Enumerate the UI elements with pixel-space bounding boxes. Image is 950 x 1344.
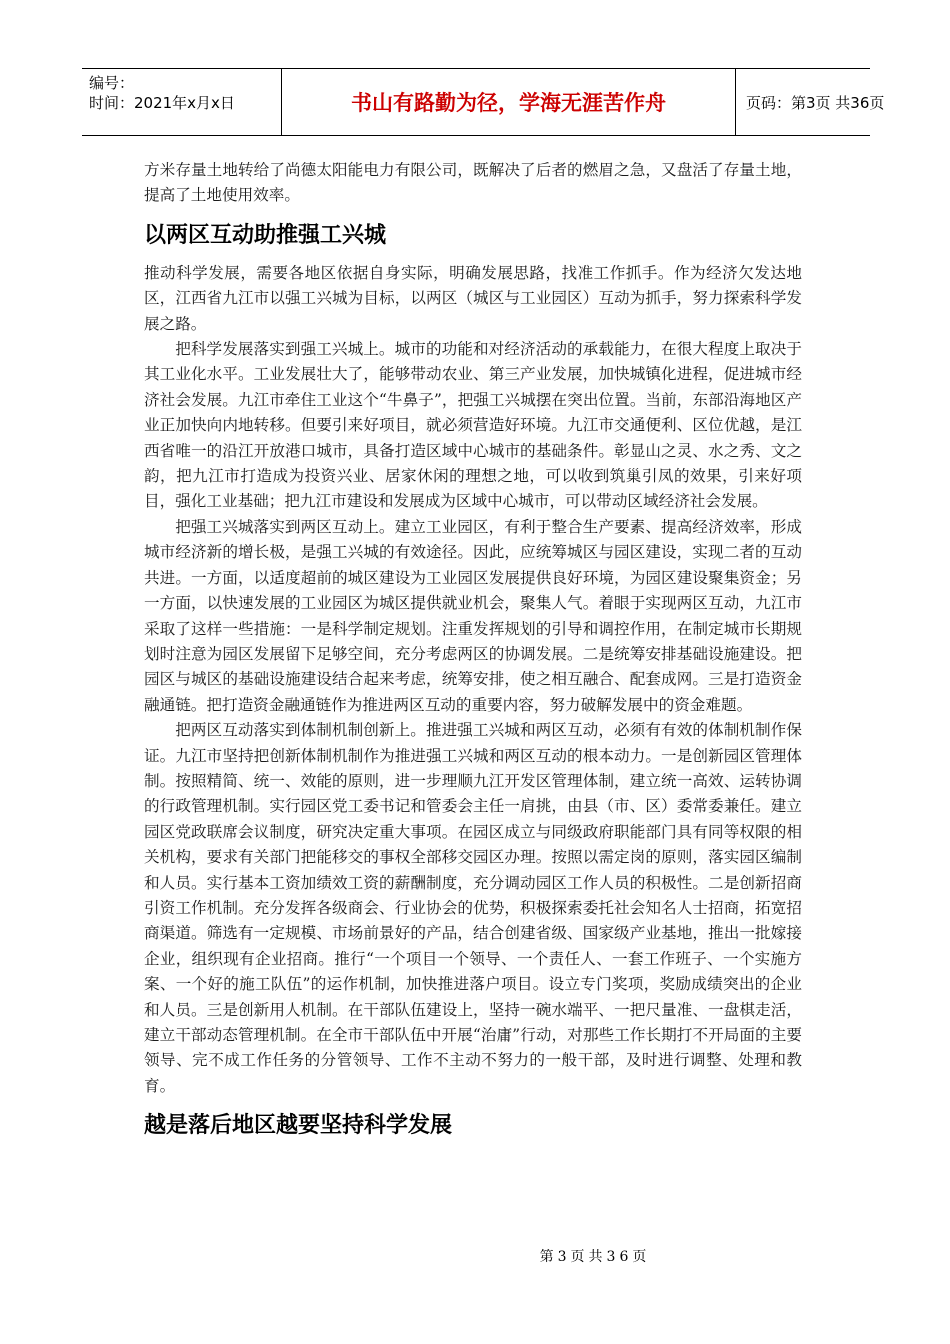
page-header xyxy=(82,68,885,136)
paragraph: 把科学发展落实到强工兴城上。城市的功能和对经济活动的承载能力，在很大程度上取决于其工业化水平。工业发展壮大了，能够带动农业、第三产业发展，加快城镇化进程，促进城市经济社会发展。九江市牵住工业这个“牛鼻子”，把强工兴城摆在突出位置。当前，东部沿海地区产业正加快向内地转移。但要引来好项目，就必须营造好环境。九江市交通便利、区位优越，是江西省唯一的沿江开放港口城市，具备打造区域中心城市的基础条件。彰显山之灵、水之秀、文之韵，把九江市打造成为投资兴业、居家休闲的理想之地，可以收到筑巢引凤的效果，引来好项目，强化工业基础；把九江市建设和发展成为区域中心城市，可以带动区域经济社会发展。 xyxy=(144,340,802,511)
document-time-label: 时间：2021年x月x日 xyxy=(89,94,235,112)
page-footer: 第3页共36页 xyxy=(539,1249,651,1265)
header-motto: 书山有路勤为径，学海无涯苦作舟 xyxy=(282,69,736,135)
header-page-label: 页码：第3页 共36页 xyxy=(746,93,885,112)
paragraph: 把强工兴城落实到两区互动上。建立工业园区，有利于整合生产要素、提高经济效率，形成城市经济新的增长极，是强工兴城的有效途径。因此，应统筹城区与园区建设，实现二者的互动共进。一方面，以适度超前的城区建设为工业园区发展提供良好环境，为园区建设聚集资金；另一方面，以快速发展的工业园区为城区提供就业机会，聚集人气。着眼于实现两区互动，九江市采取了这样一些措施：一是科学制定规划。注重发挥规划的引导和调控作用，在制定城市长期规划时注意为园区发展留下足够空间，充分考虑两区的协调发展。二是统筹安排基础设施建设。把园区与城区的基础设施建设结合起来考虑，统筹安排，使之相互融合、配套成网。三是打造资金融通链。把打造资金融通链作为推进两区互动的重要内容，努力破解发展中的资金难题。 xyxy=(144,517,802,714)
section-heading: 越是落后地区越要坚持科学发展 xyxy=(144,1113,453,1139)
paragraph: 推动科学发展，需要各地区依据自身实际，明确发展思路，找准工作抓手。作为经济欠发达地区，江西省九江市以强工兴城为目标，以两区（城区与工业园区）互动为抓手，努力探索科学发展之路。 xyxy=(144,263,802,333)
document-number-label: 编号： xyxy=(89,74,135,92)
document-body xyxy=(144,158,802,1151)
section-heading: 以两区互动助推强工兴城 xyxy=(144,222,387,248)
paragraph-continued: 方米存量土地转给了尚德太阳能电力有限公司，既解决了后者的燃眉之急，又盘活了存量土地，提高了土地使用效率。 xyxy=(144,161,802,205)
paragraph: 把两区互动落实到体制机制创新上。推进强工兴城和两区互动，必须有有效的体制机制作保证。九江市坚持把创新体制机制作为推进强工兴城和两区互动的根本动力。一是创新园区管理体制。按照精简、统一、效能的原则，进一步理顺九江开发区管理体制，建立统一高效、运转协调的行政管理机制。实行园区党工委书记和管委会主任一肩挑，由县（市、区）委常委兼任。建立园区党政联席会议制度，研究决定重大事项。在园区成立与同级政府职能部门具有同等权限的相关机构，要求有关部门把能移交的事权全部移交园区办理。按照以需定岗的原则，落实园区编制和人员。实行基本工资加绩效工资的薪酬制度，充分调动园区工作人员的积极性。二是创新招商引资工作机制。充分发挥各级商会、行业协会的优势，积极探索委托社会知名人士招商，拓宽招商渠道。筛选有一定规模、市场前景好的产品，结合创建省级、国家级产业基地，推出一批嫁接企业，组织现有企业招商。推行“一个项目一个领导、一个责任人、一套工作班子、一个实施方案、一个好的施工队伍”的运作机制，加快推进落户项目。设立专门奖项，奖励成绩突出的企业和人员。三是创新用人机制。在干部队伍建设上，坚持一碗水端平、一把尺量准、一盘棋走活，建立干部动态管理机制。在全市干部队伍中开展“治庸”行动，对那些工作长期打不开局面的主要领导、完不成工作任务的分管领导、工作不主动不努力的一般干部，及时进行调整、处理和教育。 xyxy=(144,721,802,1095)
header-meta xyxy=(82,69,282,135)
